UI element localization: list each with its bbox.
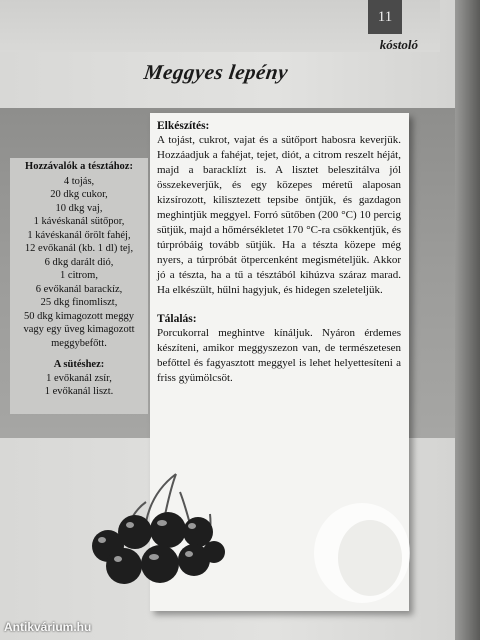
ingredient-line: 25 dkg finomliszt, [40,297,118,308]
ingredient-line: 4 tojás, [63,175,95,187]
ingredient-line: 12 evőkanál (kb. 1 dl) tej, [24,243,134,254]
ingredient-line: 1 evőkanál liszt. [44,386,114,397]
recipe-title: Meggyes lepény [142,60,290,84]
bowl-illustration [300,498,410,608]
cherries-illustration [80,462,230,592]
serving-heading: Tálalás: [157,313,197,325]
dough-ingredients-heading: Hozzávalók a tésztához: [25,161,133,172]
baking-ingredients-heading: A sütéshez: [53,359,105,370]
ingredient-line: 6 evőkanál barackíz, [35,283,123,295]
ingredient-line: 10 dkg vaj, [55,202,103,214]
ingredient-line: 1 kávéskanál őrölt fahéj, [27,229,131,241]
baking-ingredients-list [10,372,148,399]
ingredient-line: 50 dkg kimagozott meggy [24,310,134,322]
watermark: Antikvárium.hu [4,620,92,634]
ingredients-box [10,158,148,414]
ingredient-line: vagy egy üveg kimagozott [23,324,135,335]
ingredient-line: 1 kávéskanál sütőpor, [33,216,125,227]
serving-text: Porcukorral meghintve kínáljuk. Nyáron érdemes készíteni, amikor meggyszezon van, de természetesen befőttel és fagyasztott meggyel is lehet helyettesíteni a friss gyümölcsöt. [157,327,401,384]
page-number: 11 [368,0,402,34]
dough-ingredients-list [10,175,148,351]
preparation-heading: Elkészítés: [157,120,210,132]
preparation-text: A tojást, cukrot, vajat és a sütőport habosra keverjük. Hozzáadjuk a fahéjat, tejet, diót, a citrom reszelt héját, majd a baracklízt is. A lisztet beleszitálva jól összekeverjük, és egy közepes méretű alaposan kizsírozott, kilisztezett tepsibe öntjük, és gazdagon meghintjük meggyel. Forró sütőben (200 °C) 10 percig sütjük, majd a hőmérsékletet 170 °C-ra csökkentjük, és túrpróbáig tovább sütjük. Ha a tészta közepe még nyers, a túrpróbát ötpercenként megismételjük. Akkor jó a tészta, ha a tű a tésztából kihúzva száraz marad. Ha elkészült, hűlni hagyjuk, és hidegen szeleteljük. [157,134,401,296]
ingredient-line: meggybefőtt. [51,337,107,349]
section-label: kóstoló [379,37,418,52]
ingredient-line: 6 dkg darált dió, [44,256,114,268]
page-edge-shadow [455,0,480,640]
ingredient-line: 20 dkg cukor, [50,189,108,200]
ingredient-line: 1 evőkanál zsír, [46,372,112,384]
ingredient-line: 1 citrom, [60,270,98,281]
